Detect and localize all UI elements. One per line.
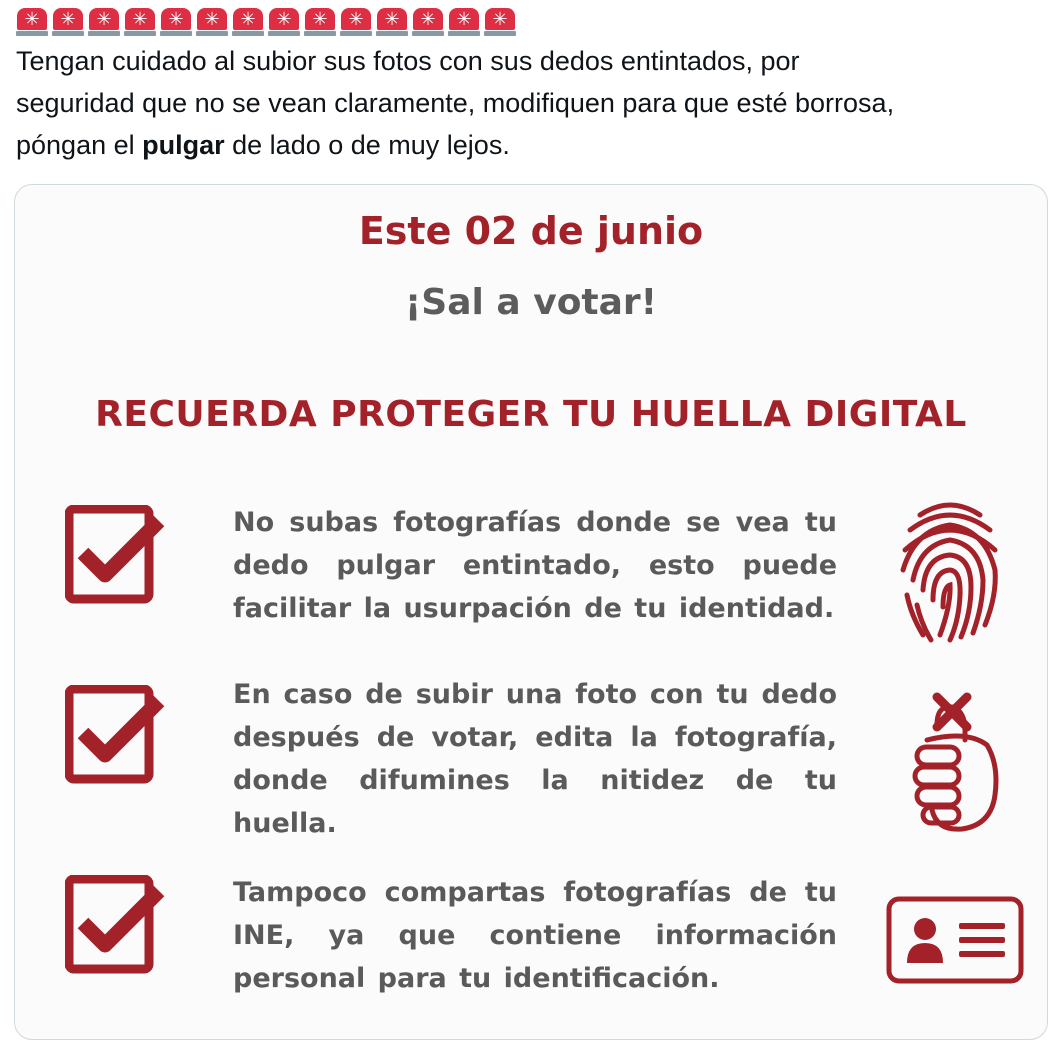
police-car-light-icon: ✳ bbox=[124, 8, 156, 36]
emoji-row bbox=[16, 8, 516, 36]
fingerprint-icon bbox=[895, 495, 1005, 645]
checkbox-icon bbox=[65, 685, 165, 785]
vote-subtitle: ¡Sal a votar! bbox=[404, 282, 658, 323]
tip-text-3: Tampoco compartas fotografías de tu INE, ya que contiene información personal para tu identificación. bbox=[233, 877, 837, 994]
police-car-light-icon: ✳ bbox=[484, 8, 516, 36]
police-car-light-icon: ✳ bbox=[232, 8, 264, 36]
police-car-light-icon: ✳ bbox=[340, 8, 372, 36]
police-car-light-icon: ✳ bbox=[304, 8, 336, 36]
tip-text-1: No subas fotografías donde se vea tu dedo pulgar entintado, esto puede facilitar la usurpación de tu identidad. bbox=[233, 507, 837, 624]
police-car-light-icon: ✳ bbox=[268, 8, 300, 36]
tweet-line-3-start: póngan el bbox=[16, 130, 143, 160]
police-car-light-icon: ✳ bbox=[376, 8, 408, 36]
tweet-line-3-bold: pulgar bbox=[142, 130, 225, 160]
date-title: Este 02 de junio bbox=[358, 209, 704, 253]
police-car-light-icon: ✳ bbox=[160, 8, 192, 36]
police-car-light-icon: ✳ bbox=[196, 8, 228, 36]
police-car-light-icon: ✳ bbox=[448, 8, 480, 36]
police-car-light-icon: ✳ bbox=[16, 8, 48, 36]
headline: RECUERDA PROTEGER TU HUELLA DIGITAL bbox=[95, 394, 967, 435]
tweet-line-1: Tengan cuidado al subior sus fotos con sus dedos entintados, por bbox=[16, 46, 800, 76]
id-card-icon bbox=[885, 895, 1025, 985]
attached-image-card[interactable] bbox=[14, 184, 1048, 1040]
thumb-crossed-icon bbox=[907, 685, 1007, 835]
tweet-line-3-end: de lado o de muy lejos. bbox=[224, 130, 510, 160]
tip-text-2: En caso de subir una foto con tu dedo después de votar, edita la fotografía, donde difumines la nitidez de tu huella. bbox=[233, 679, 837, 839]
tweet-line-2: seguridad que no se vean claramente, modifiquen para que esté borrosa, bbox=[16, 88, 895, 118]
police-car-light-icon: ✳ bbox=[52, 8, 84, 36]
police-car-light-icon: ✳ bbox=[412, 8, 444, 36]
tweet-text bbox=[16, 40, 1036, 166]
checkbox-icon bbox=[65, 875, 165, 975]
checkbox-icon bbox=[65, 505, 165, 605]
police-car-light-icon: ✳ bbox=[88, 8, 120, 36]
